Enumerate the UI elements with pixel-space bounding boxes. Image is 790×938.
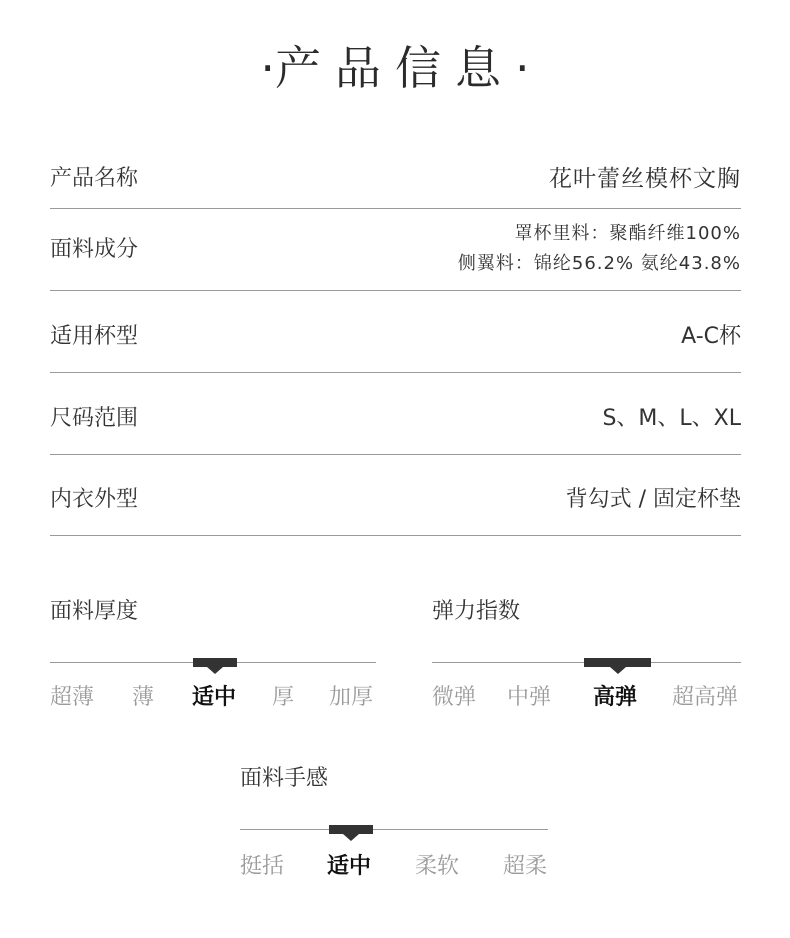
spec-value: 背勾式 / 固定杯垫 bbox=[565, 487, 741, 512]
scale-title: 面料厚度 bbox=[50, 599, 139, 624]
spec-row-product-name bbox=[50, 150, 741, 209]
scale-option: 挺括 bbox=[240, 854, 285, 879]
spec-value: S、M、L、XL bbox=[602, 406, 741, 431]
spec-label: 内衣外型 bbox=[50, 487, 139, 512]
scale-option: 加厚 bbox=[329, 685, 374, 710]
scale-option-selected: 高弹 bbox=[593, 685, 638, 710]
spec-row-cup-type bbox=[50, 291, 741, 373]
scale-option: 超薄 bbox=[50, 685, 95, 710]
scale-option: 超柔 bbox=[503, 854, 548, 879]
marker-pointer bbox=[207, 667, 223, 674]
marker-pointer bbox=[610, 667, 626, 674]
scale-option: 中弹 bbox=[507, 685, 552, 710]
title-dot-left: · bbox=[260, 41, 275, 95]
scale-title: 面料手感 bbox=[240, 766, 329, 791]
spec-label: 适用杯型 bbox=[50, 324, 139, 349]
title-dot-right: · bbox=[515, 41, 530, 95]
spec-value: A-C杯 bbox=[681, 324, 741, 349]
scale-option: 微弹 bbox=[432, 685, 477, 710]
scale-option: 超高弹 bbox=[672, 685, 739, 710]
spec-row-fabric-composition bbox=[50, 209, 741, 291]
title-text: 产品信息 bbox=[275, 41, 515, 95]
scale-marker bbox=[193, 658, 237, 667]
spec-label: 产品名称 bbox=[50, 166, 139, 191]
scale-option-selected: 适中 bbox=[192, 685, 237, 710]
scale-title: 弹力指数 bbox=[432, 599, 521, 624]
scale-option: 厚 bbox=[272, 685, 295, 710]
spec-label: 面料成分 bbox=[50, 237, 139, 262]
spec-value-line-2: 侧翼料：锦纶56.2% 氨纶43.8% bbox=[457, 253, 741, 274]
spec-row-style bbox=[50, 455, 741, 536]
spec-value: 花叶蕾丝模杯文胸 bbox=[549, 166, 741, 192]
scale-marker bbox=[584, 658, 651, 667]
scale-option: 薄 bbox=[132, 685, 155, 710]
page-title bbox=[0, 38, 790, 98]
spec-label: 尺码范围 bbox=[50, 406, 139, 431]
scale-option: 柔软 bbox=[415, 854, 460, 879]
scale-option-selected: 适中 bbox=[327, 854, 372, 879]
spec-row-size-range bbox=[50, 373, 741, 455]
scale-marker bbox=[329, 825, 373, 834]
spec-value-line-1: 罩杯里料：聚酯纤维100% bbox=[514, 223, 741, 244]
scale-track bbox=[240, 829, 548, 830]
marker-pointer bbox=[343, 834, 359, 841]
